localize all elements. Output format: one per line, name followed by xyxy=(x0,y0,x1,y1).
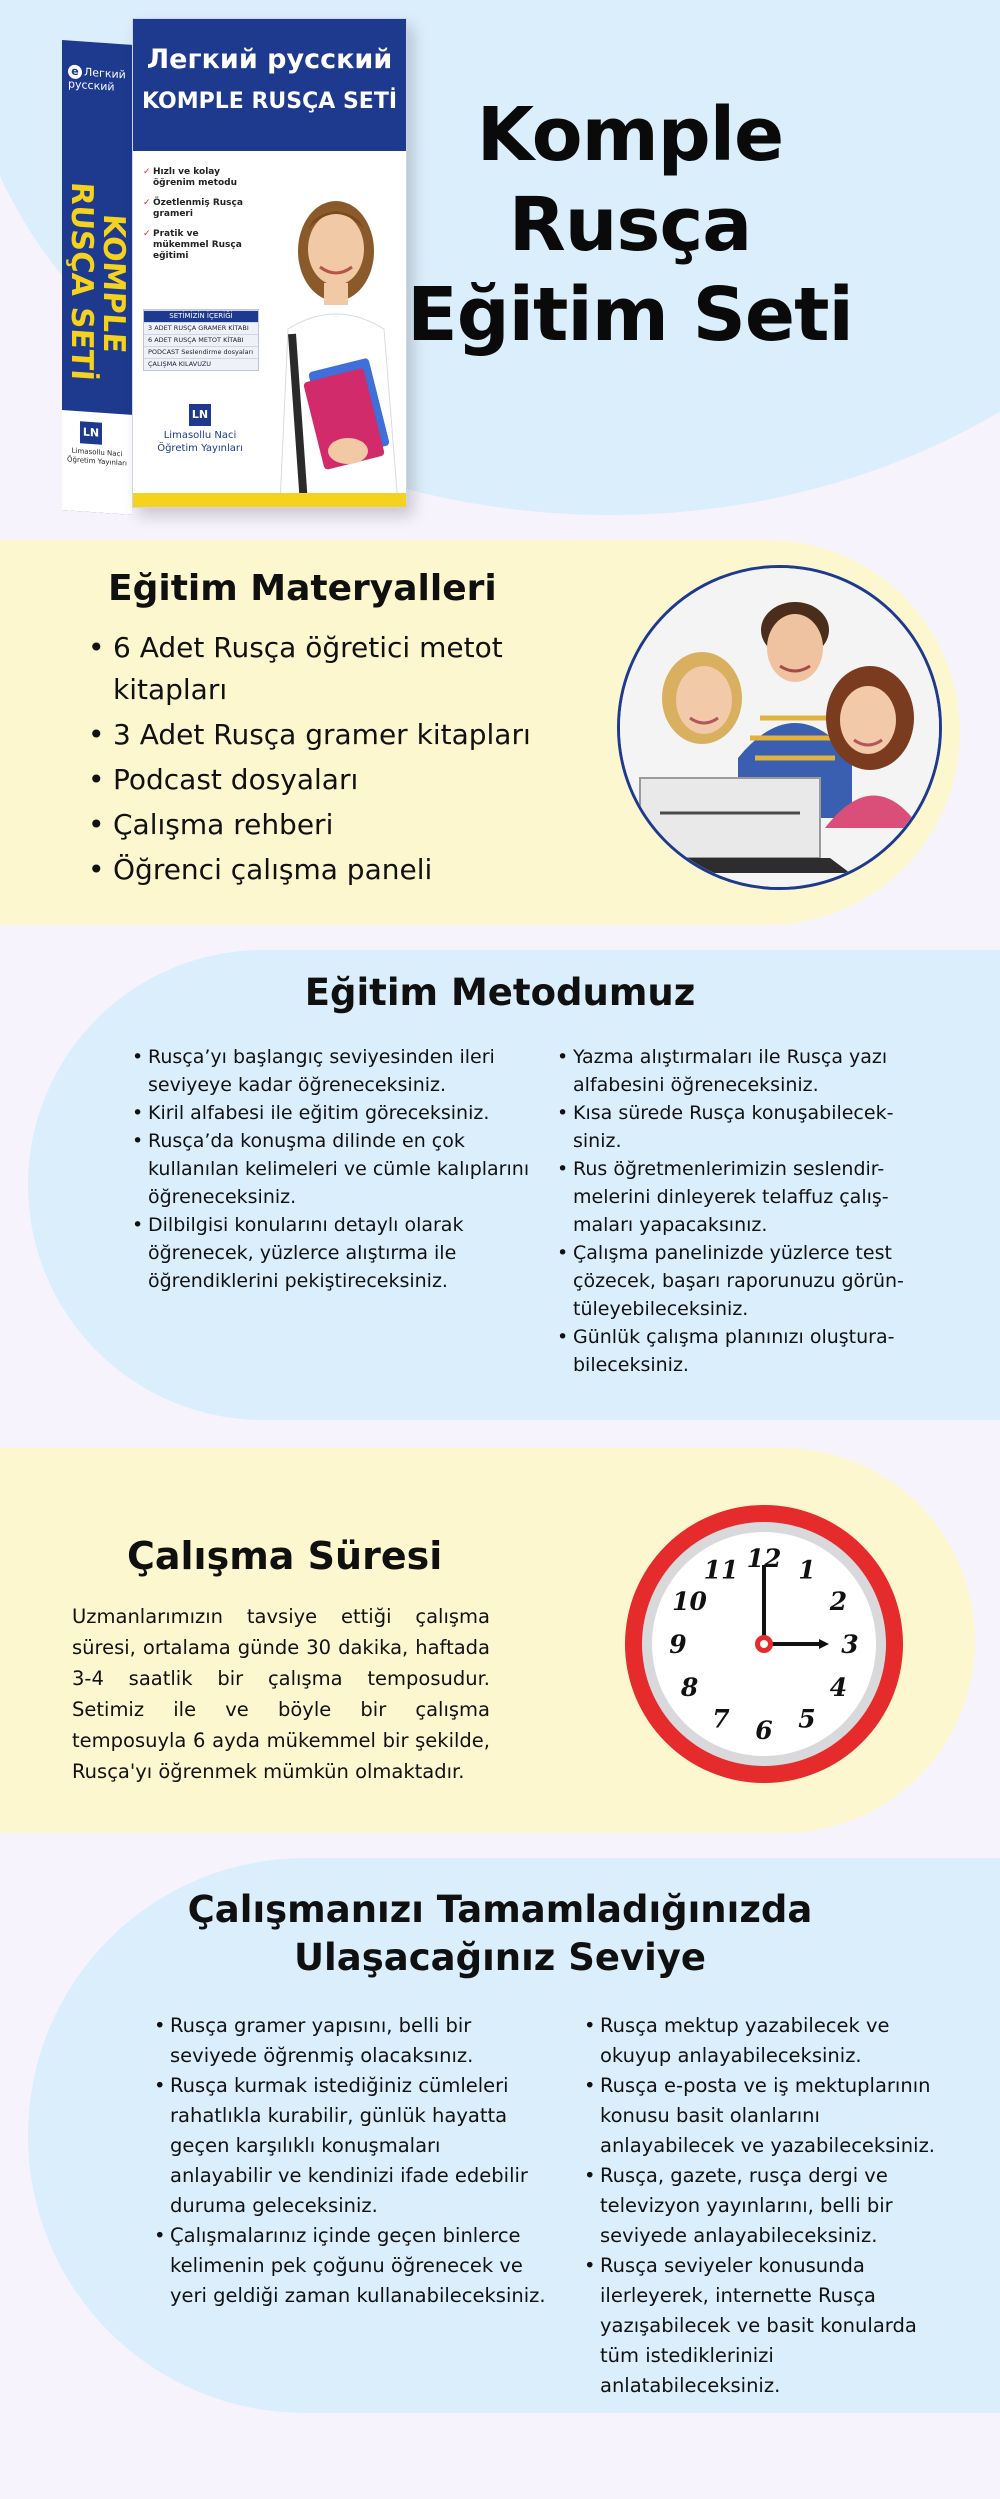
method-item: • Rusça’yı başlangıç seviyesinden ileri seviyeye kadar öğreneceksiniz. xyxy=(128,1043,533,1099)
clock-number: 3 xyxy=(841,1630,859,1659)
clock-number: 11 xyxy=(703,1555,739,1585)
box-contents-row: 6 ADET RUSÇA METOT KİTABI xyxy=(144,334,258,346)
method-item: • Rusça’da konuşma dilinde en çok kullanılan kelimeleri ve cümle kalıplarını öğreneceksiniz. xyxy=(128,1127,533,1211)
clock-number: 2 xyxy=(829,1587,848,1616)
box-header xyxy=(133,19,406,151)
method-item: • Rus öğretmenlerimizin seslendir-melerini dinleyerek telaffuz çalış-maları yapacaksınız. xyxy=(553,1155,938,1239)
hero-title xyxy=(395,90,865,360)
level-item: • Rusça e-posta ve iş mektuplarının konusu basit olanlarını anlayabilecek ve yazabileceksiniz. xyxy=(580,2071,935,2161)
method-item: • Çalışma panelinizde yüzlerce test çözecek, başarı raporunuzu görün-tüleyebileceksiniz. xyxy=(553,1239,938,1323)
spine-publisher-text xyxy=(62,446,132,469)
box-publisher-logo xyxy=(145,404,255,455)
box-contents-row: PODCAST Seslendirme dosyaları xyxy=(144,346,258,358)
spine-publisher xyxy=(62,410,132,515)
product-box-image xyxy=(62,18,407,513)
publisher-logo-icon: LN xyxy=(189,404,211,426)
level-right-list xyxy=(580,2011,935,2401)
hero-title-line2: Rusça xyxy=(508,182,752,268)
clock-number: 6 xyxy=(755,1716,773,1745)
spine-logo xyxy=(68,64,126,94)
clock-icon xyxy=(623,1503,905,1785)
materials-item: • 6 Adet Rusça öğretici metot kitapları xyxy=(85,627,605,711)
clock-center-dot xyxy=(760,1640,768,1648)
method-item: • Kiril alfabesi ile eğitim göreceksiniz. xyxy=(128,1099,533,1127)
e-logo-icon: e xyxy=(68,64,82,79)
box-set-title: KOMPLE RUSÇA SETİ xyxy=(141,89,398,114)
box-russian-title: Легкий русский xyxy=(146,44,393,75)
box-features xyxy=(143,167,255,271)
level-title xyxy=(0,1886,1000,1982)
level-item: • Rusça kurmak istediğiniz cümleleri rahatlıkla kurabilir, günlük hayatta geçen karşılıklı konuşmaları anlayabilir ve kendinizi ifade edebilir duruma geleceksiniz. xyxy=(150,2071,548,2221)
clock-number: 8 xyxy=(680,1673,699,1702)
clock-number: 12 xyxy=(746,1544,782,1573)
method-item: • Dilbilgisi konularını detaylı olarak öğrenecek, yüzlerce alıştırma ile öğrendiklerini pekiştireceksiniz. xyxy=(128,1211,533,1295)
clock-number: 9 xyxy=(669,1630,687,1659)
materials-list xyxy=(85,627,605,894)
method-title: Eğitim Metodumuz xyxy=(304,971,696,1014)
clock-number: 5 xyxy=(798,1704,816,1734)
spine-publisher-line2: Öğretim Yayınları xyxy=(67,455,127,468)
method-item: • Kısa sürede Rusça konuşabilecek-siniz. xyxy=(553,1099,938,1155)
box-contents-row: 3 ADET RUSÇA GRAMER KİTABI xyxy=(144,322,258,334)
hero-title-line1: Komple xyxy=(476,92,784,178)
spine-publisher-logo-icon: LN xyxy=(80,421,102,445)
spine-title-wrap xyxy=(64,150,132,414)
level-title-line2: Ulaşacağınız Seviye xyxy=(294,1936,706,1979)
box-feature: ✓ Pratik ve mükemmel Rusça eğitimi xyxy=(143,229,255,262)
publisher-line1: Limasollu Naci xyxy=(163,430,237,441)
level-item: • Rusça, gazete, rusça dergi ve televizyon yayınlarını, belli bir seviyede anlayabileceksiniz. xyxy=(580,2161,935,2251)
box-contents-row: ÇALIŞMA KILAVUZU xyxy=(144,358,258,370)
method-item: • Yazma alıştırmaları ile Rusça yazı alfabesini öğreneceksiniz. xyxy=(553,1043,938,1099)
spine-publisher-line1: Limasollu Naci xyxy=(71,446,123,459)
duration-title: Çalışma Süresi xyxy=(127,1534,443,1578)
box-yellow-strip xyxy=(133,493,407,507)
students-illustration xyxy=(620,568,939,887)
student-girl-illustration xyxy=(258,159,407,504)
level-item: • Rusça mektup yazabilecek ve okuyup anlayabileceksiniz. xyxy=(580,2011,935,2071)
spine-logo-line1: Легкий xyxy=(84,65,126,82)
box-contents-table xyxy=(143,309,259,371)
materials-item: • Çalışma rehberi xyxy=(85,804,605,846)
hero-title-line3: Eğitim Seti xyxy=(407,272,853,358)
materials-item: • Öğrenci çalışma paneli xyxy=(85,849,605,891)
product-box-front xyxy=(132,18,407,508)
level-title-line1: Çalışmanızı Tamamladığınızda xyxy=(187,1888,813,1931)
spine-title-line2: RUSÇA SETİ xyxy=(64,180,100,382)
method-left-list xyxy=(128,1043,533,1295)
box-contents-header: SETİMİZİN İÇERİĞİ xyxy=(144,310,258,322)
method-item: • Günlük çalışma planınızı oluştura-bileceksiniz. xyxy=(553,1323,938,1379)
method-right-list xyxy=(553,1043,938,1379)
students-photo xyxy=(617,565,942,890)
clock-number: 7 xyxy=(712,1704,730,1734)
level-item: • Çalışmalarınız içinde geçen binlerce kelimenin pek çoğunu öğrenecek ve yeri geldiği zaman kullanabileceksiniz. xyxy=(150,2221,548,2311)
spine-title xyxy=(64,180,132,384)
box-feature: ✓ Özetlenmiş Rusça grameri xyxy=(143,198,255,220)
materials-title: Eğitim Materyalleri xyxy=(108,568,497,609)
clock-number: 10 xyxy=(672,1587,707,1616)
materials-item: • 3 Adet Rusça gramer kitapları xyxy=(85,714,605,756)
box-feature: ✓ Hızlı ve kolay öğrenim metodu xyxy=(143,167,255,189)
materials-item: • Podcast dosyaları xyxy=(85,759,605,801)
level-item: • Rusça gramer yapısını, belli bir seviyede öğrenmiş olacaksınız. xyxy=(150,2011,548,2071)
spine-title-line1: KOMPLE xyxy=(96,212,132,355)
level-item: • Rusça seviyeler konusunda ilerleyerek, internette Rusça yazışabilecek ve basit konularda tüm istediklerinizi anlatabileceksiniz. xyxy=(580,2251,935,2401)
clock-number: 1 xyxy=(798,1555,816,1585)
level-left-list xyxy=(150,2011,548,2311)
duration-text: Uzmanlarımızın tavsiye ettiği çalışma süresi, ortalama günde 30 dakika, haftada 3-4 saatlik bir çalışma temposudur. Setimiz ile ve böyle bir çalışma temposuyla 6 ayda mükemmel bir şekilde, Rusça'yı öğrenmek mümkün olmaktadır. xyxy=(72,1605,490,1783)
spine-logo-line2: русский xyxy=(68,77,115,94)
clock-number: 4 xyxy=(829,1673,848,1702)
publisher-line2: Öğretim Yayınları xyxy=(157,443,243,454)
